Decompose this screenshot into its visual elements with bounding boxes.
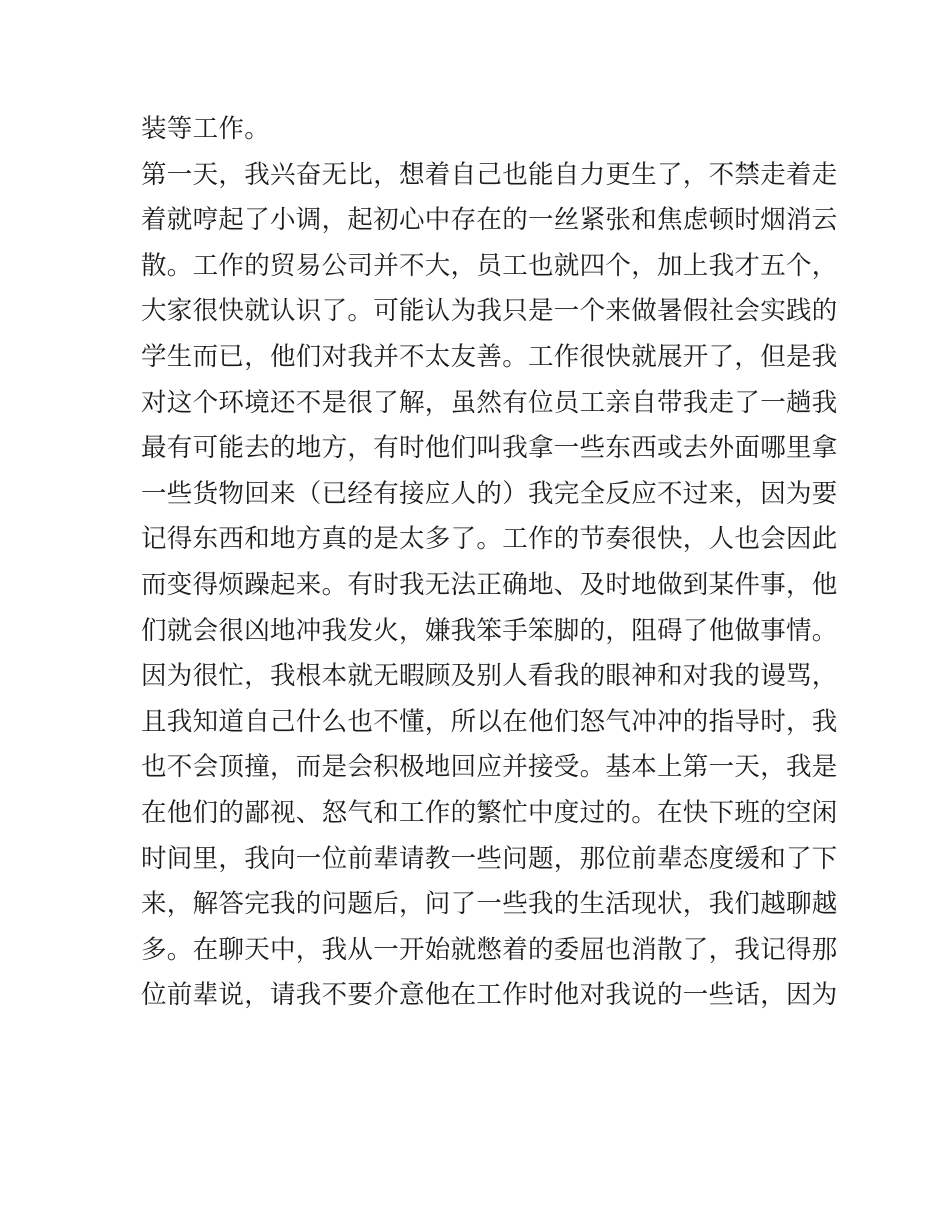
text-line: 们就会很凶地冲我发火，嫌我笨手笨脚的，阻碍了他做事情。 <box>141 615 838 646</box>
text-line: 着就哼起了小调，起初心中存在的一丝紧张和焦虑顿时烟消云 <box>141 205 838 236</box>
text-line: 散。工作的贸易公司并不大，员工也就四个，加上我才五个， <box>141 250 838 281</box>
text-line: 来，解答完我的问题后，问了一些我的生活现状，我们越聊越 <box>141 889 838 920</box>
text-line: 记得东西和地方真的是太多了。工作的节奏很快，人也会因此 <box>141 524 838 555</box>
text-line: 位前辈说，请我不要介意他在工作时他对我说的一些话，因为 <box>141 980 838 1011</box>
text-line: 装等工作。 <box>141 114 271 144</box>
text-line: 对这个环境还不是很了解，虽然有位员工亲自带我走了一趟我 <box>141 387 838 418</box>
text-line: 一些货物回来（已经有接应人的）我完全反应不过来，因为要 <box>141 478 838 509</box>
text-line: 也不会顶撞，而是会积极地回应并接受。基本上第一天，我是 <box>141 752 838 783</box>
text-line: 学生而已，他们对我并不太友善。工作很快就展开了，但是我 <box>141 341 838 372</box>
text-line: 多。在聊天中，我从一开始就憋着的委屈也消散了，我记得那 <box>141 934 838 965</box>
text-line: 而变得烦躁起来。有时我无法正确地、及时地做到某件事，他 <box>141 569 838 600</box>
text-line: 因为很忙，我根本就无暇顾及别人看我的眼神和对我的谩骂， <box>141 661 838 692</box>
text-line: 第一天，我兴奋无比，想着自己也能自力更生了，不禁走着走 <box>141 159 838 190</box>
body-text <box>141 107 838 1019</box>
text-line: 且我知道自己什么也不懂，所以在他们怒气冲冲的指导时，我 <box>141 706 838 737</box>
text-line: 最有可能去的地方，有时他们叫我拿一些东西或去外面哪里拿 <box>141 433 838 464</box>
text-line: 大家很快就认识了。可能认为我只是一个来做暑假社会实践的 <box>141 296 838 327</box>
text-line: 在他们的鄙视、怒气和工作的繁忙中度过的。在快下班的空闲 <box>141 797 838 828</box>
text-line: 时间里，我向一位前辈请教一些问题，那位前辈态度缓和了下 <box>141 843 838 874</box>
